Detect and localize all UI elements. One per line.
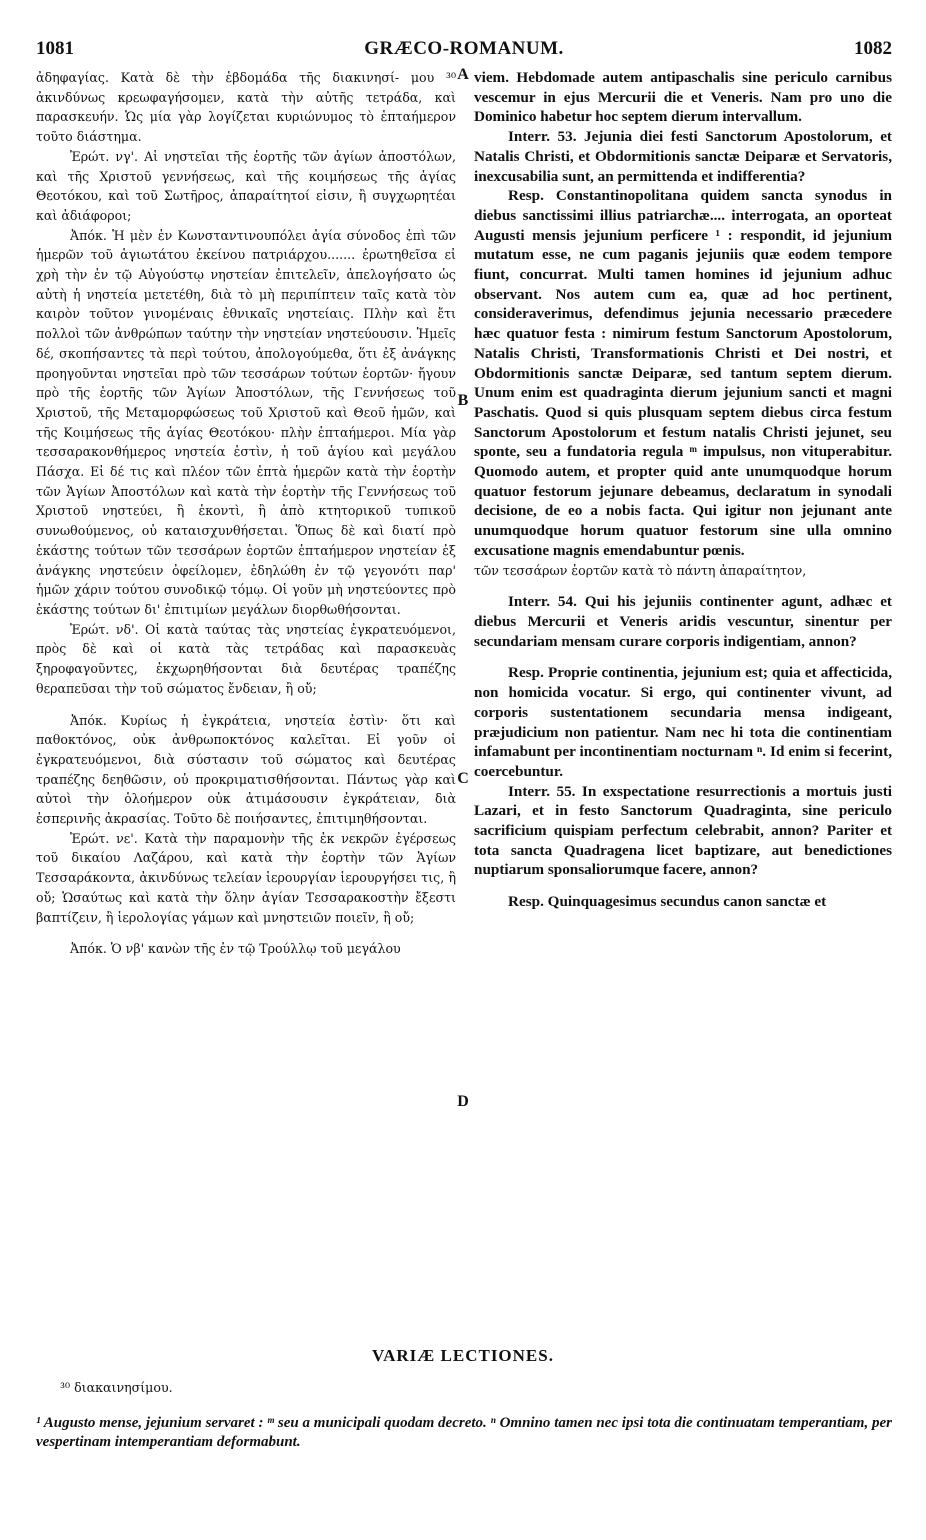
latin-paragraph: viem. Hebdomade autem antipaschalis sine periculo carnibus vescemur in ejus Mercurii die et Veneris. Nam pro uno die Dominico habetur hoc septem dierum intervallum. [474,69,892,126]
greek-answer-55: Ἀπόκ. Ὁ νβ' κανὼν τῆς ἐν τῷ Τρούλλῳ τοῦ μεγάλου [70,941,401,957]
latin-answer-53: Resp. Constantinopolitana quidem sancta synodus in diebus sanctissimi illius patriarchæ.... interrogata, an oporteat Augusti mensis jejunium perficere ¹ : respondit, id jejunium mutatum esse, ne cum paganis jejuniis quæ eodem tempore fiunt, concurrat. Multi tamen homines id jejunium adhuc observant. Nos autem cum ea, quæ ad hoc pertinent, consideraverimus, defendimus jejunia necessario præcedere hæc quatuor festa : nimirum festum Sanctorum Apostolorum, Natalis Christi, Transformationis Christi et Dei nostri, et Obdormitionis sanctæ Deiparæ, sed tantum septem dierum. Unum enim est quadraginta dierum jejunium sancti et magni Paschatis. Quod si quis plusquam septem diebus circa festum Sanctorum Apostolorum et festum natalis Christi jejunet, seu sponte, seu a fundatoria regula ᵐ impulsus, non vituperabitur. Quomodo autem, et propter quid ante unumquodque horum quatuor festorum jejunare debeamus, declaratum in synodali decisione, de eo a nobis facta. Qui igitur non jejunant ante unumquodque horum quatuor festorum sine ulla omnino excusatione magnis emendabuntur pœnis. [474,187,892,559]
footnote-greek: ³⁰ διακαινησίμου. [60,1380,173,1395]
section-letter-d: D [457,1093,469,1110]
section-letter-b: B [457,392,469,409]
greek-inline-line: τῶν τεσσάρων ἑορτῶν κατὰ τὸ πάντη ἀπαραίτητον, [474,562,807,578]
page-number-right: 1082 [854,38,892,59]
footnote-latin: ¹ Augusto mense, jejunium servaret : ᵐ seu a municipali quodam decreto. ⁿ Omnino tamen nec ipsi tota die continuatam temperantiam, per vespertinam intemperantiam deformabunt. [36,1415,892,1450]
latin-question-54: Interr. 54. Qui his jejuniis continenter agunt, adhæc et diebus Mercurii et Veneris aridis vescuntur, sinentur per secundariam mensam curare corporis indigentiam, annon? [474,593,892,650]
page-header [36,38,892,62]
variae-lectiones-heading: VARIÆ LECTIONES. [372,1346,554,1365]
section-letter-c: C [457,770,469,787]
greek-question-54: Ἐρώτ. νδ'. Οἱ κατὰ ταύτας τὰς νηστείας ἐγκρατευόμενοι, πρὸς δὲ καὶ οἱ κατὰ τὰς τετράδας καὶ παρασκευὰς ξηροφαγοῦντες, ἐκχωρηθήσονται διὰ δευτέρας τραπέζης θεραπεῦσαι τὴν τοῦ σώματος ἔνδειαν, ἢ οὔ; [36,621,456,696]
greek-question-55: Ἐρώτ. νε'. Κατὰ τὴν παραμονὴν τῆς ἐκ νεκρῶν ἐγέρσεως τοῦ δικαίου Λαζάρου, καὶ κατὰ τὴν ἑορτὴν τῶν Ἁγίων Τεσσαράκοντα, ἀκινδύνως τελείαν ἱερουργίαν ἱερουργήσει τις, ἢ οὔ; Ὡσαύτως καὶ κατὰ τὴν ὅλην ἁγίαν Τεσσαρακοστὴν ἔξεστι βαπτίζειν, ἢ ἱερολογίας γάμων καὶ μνηστειῶν ποιεῖν, ἢ οὔ; [36,830,456,925]
greek-paragraph: ἀδηφαγίας. Κατὰ δὲ τὴν ἑβδομάδα τῆς διακινησί- μου ³⁰ ἀκινδύνως κρεωφαγήσομεν, κατὰ τὴν αὐτῆς τετράδα, καὶ παρασκευήν. Ὡς μία γὰρ λογίζεται κυριώνυμος τὸ ἑπταήμερον τοῦτο διάστημα. [36,70,456,145]
greek-answer-53: Ἀπόκ. Ἡ μὲν ἐν Κωνσταντινουπόλει ἁγία σύνοδος ἐπὶ τῶν ἡμερῶν τοῦ ἁγιωτάτου ἐκείνου πατριάρχου....... ἐρωτηθεῖσα εἰ χρὴ τὴν ἐν τῷ Αὐγούστῳ νηστείαν ἐπιτελεῖν, ἀπελογήσατο ὡς αὐτὴ ἡ νηστεία μετετέθη, διὰ τὸ μὴ περιπίπτειν ταῖς κατὰ τὸν καιρὸν τοῦτον γινομέναις ἐθνικαῖς νηστείαις. Πλὴν καὶ ἔτι πολλοὶ τῶν ἀνθρώπων ταύτην τὴν νηστείαν νηστεύουσιν. Ἡμεῖς δέ, σκοπήσαντες τὰ περὶ τούτου, ἀπολογούμεθα, ὅτι ἐξ ἀνάγκης προηγοῦνται νηστεῖαι πρὸ τῶν τεσσάρων τούτων ἑορτῶν· ἤγουν πρὸ τῆς ἑορτῆς τῶν Ἁγίων Ἀποστόλων, τῆς Γεννήσεως τοῦ Χριστοῦ, τῆς Μεταμορφώσεως τοῦ Χριστοῦ καὶ Θεοῦ ἡμῶν, καὶ τῆς Κοιμήσεως τῆς ἁγίας Θεοτόκου· πλὴν ἑπταήμεροι. Μία γὰρ τεσσαρακονθήμερος νηστεία ἐστὶν, ἡ τοῦ ἁγίου καὶ μεγάλου Πάσχα. Εἰ δέ τις καὶ πλέον τῶν ἑπτὰ ἡμερῶν κατὰ τὴν ἑορτὴν τῶν Ἁγίων Ἀποστόλων καὶ κατὰ τὴν ἑορτὴν τῆς Γεννήσεως τοῦ Χριστοῦ νηστεύει, ἢ ἑκοντὶ, ἢ ἀπὸ κτητορικοῦ τυπικοῦ συνωθούμενος, οὐ καταισχυνθήσεται. Ὅπως δὲ καὶ διατί πρὸ ἑκάστης τούτων τῶν τεσσάρων ἑορτῶν ἑπταήμερον νηστείαν ἐξ ἀνάγκης νηστεύειν ὀφείλομεν, ἐδηλώθη ἐν τῷ γεγονότι παρ' ἡμῶν χάριν τούτου συνοδικῷ τόμῳ. Οἱ γοῦν μὴ νηστεύοντες πρὸ ἑκάστης τούτων δι' ἐπιτιμίων μεγάλων διορθωθήσονται. [36,227,456,617]
latin-column [474,68,892,912]
page-number-left: 1081 [36,38,74,59]
latin-answer-55: Resp. Quinquagesimus secundus canon sanctæ et [508,893,827,911]
latin-question-53: Interr. 53. Jejunia diei festi Sanctorum Apostolorum, et Natalis Christi, et Obdormitionis sanctæ Deiparæ et Servatoris, inexcusabilia sunt, an permittenda et indifferentia? [474,128,892,185]
section-letter-a: A [457,66,469,83]
greek-question-53: Ἐρώτ. νγ'. Αἱ νηστεῖαι τῆς ἑορτῆς τῶν ἁγίων ἀποστόλων, καὶ τῆς Χριστοῦ γεννήσεως, καὶ τῆς κοιμήσεως τῆς ἁγίας Θεοτόκου, καὶ τοῦ Σωτῆρος, ἀπαραίτητοί εἰσιν, ἢ συγχωρητέαι καὶ ἀδιάφοροι; [36,148,456,223]
running-title: GRÆCO-ROMANUM. [364,38,564,59]
greek-column [36,68,456,959]
greek-answer-54: Ἀπόκ. Κυρίως ἡ ἐγκράτεια, νηστεία ἐστὶν· ὅτι καὶ παθοκτόνος, οὐκ ἀνθρωποκτόνος καλεῖται. Εἰ γοῦν οἱ ἐγκρατευόμενοι, διὰ σύστασιν τοῦ σώματος καὶ δευτέρας τραπέζης δεηθῶσιν, οὐ προκριματισθήσονται. Πάντως γὰρ καὶ αὐτοὶ τὴν ὁλοήμερον οὐκ ἀτιμάσουσιν ἐγκράτειαν, διὰ ἑσπερινῆς ἀκρασίας. Τοῦτο δὲ ποιήσαντες, ἐπιτιμηθήσονται. [36,712,456,827]
latin-answer-54: Resp. Proprie continentia, jejunium est; quia et affecticida, non homicida vocatur. Si ergo, qui continenter vivunt, ad corporis sustentationem secundaria mensa indigeant, præjudicium non patientur. Nam nec hi tota die continentiam infamabunt per incontinentiam nocturnam ⁿ. Id enim si fecerint, coercebuntur. [474,664,892,780]
latin-question-55: Interr. 55. In exspectatione resurrectionis a mortuis justi Lazari, et in festo Sanctorum Quadraginta, sine periculo sacrificium quispiam perfectum celebrabit, annon? Pariter et tota sancta Quadragena licet baptizare, aut benedictiones nuptiarum sponsaliorumque facere, annon? [474,782,892,879]
